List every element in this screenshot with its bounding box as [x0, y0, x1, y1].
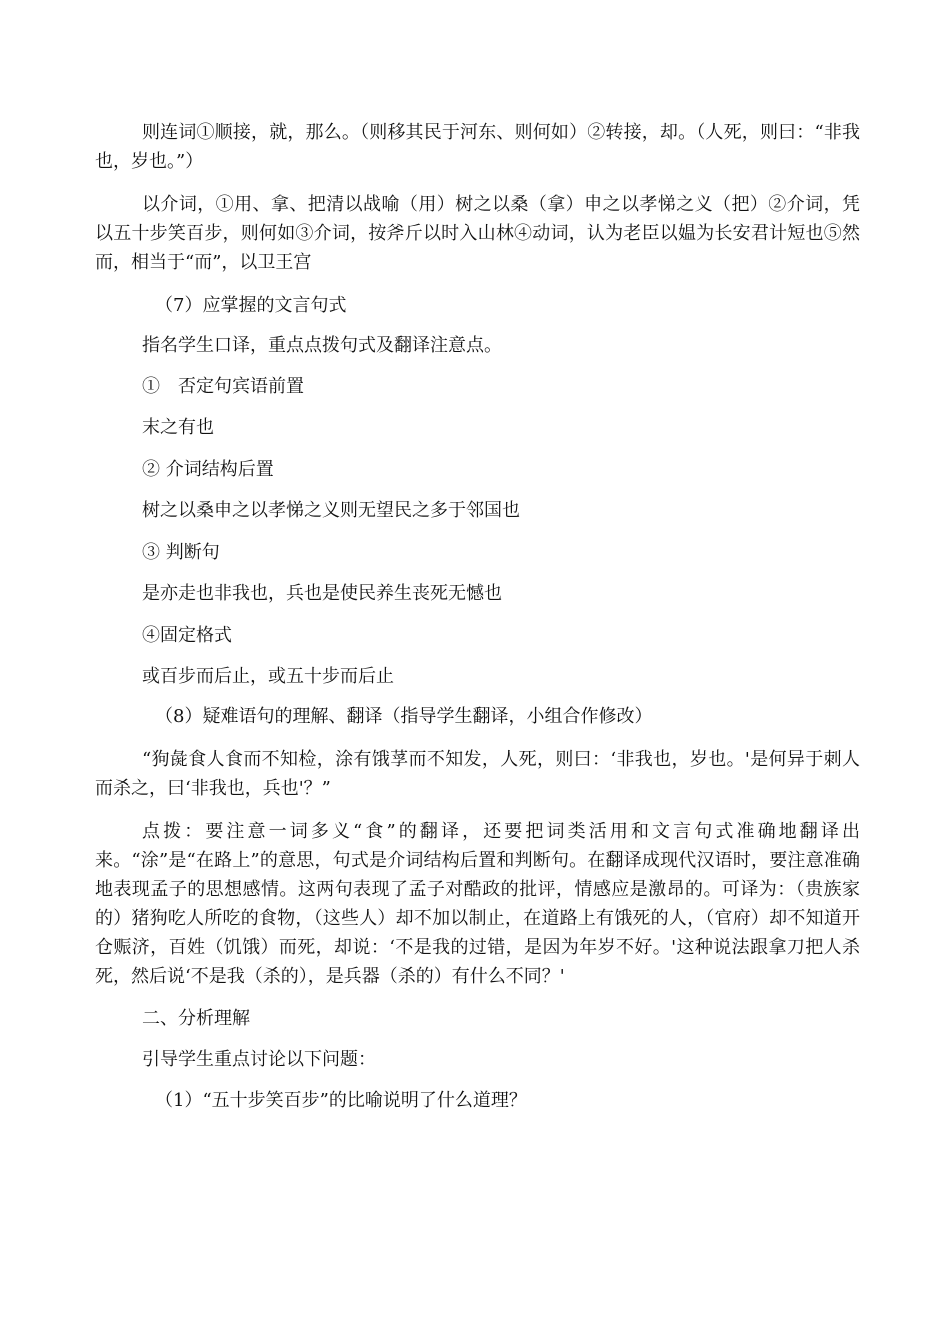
section-heading-sentence-patterns: （7）应掌握的文言句式: [155, 295, 347, 316]
paragraph-yi-preposition: 以介词，①用、拿、把清以战喻（用）树之以桑（拿）申之以孝悌之义（把）②介词，凭以五十步笑百步，则何如③介词，按斧斤以时入山林④动词，认为老臣以媪为长安君计短也⑤然而，相当于“而”，以卫王宫: [95, 194, 860, 273]
example-fixed-format: 或百步而后止，或五十步而后止: [142, 666, 394, 687]
paragraph-ze-conjunction: 则连词①顺接，就，那么。（则移其民于河东、则何如）②转接，却。（人死，则曰：“非我也，岁也。”）: [95, 122, 860, 172]
list-heading-negative-object: ① 否定句宾语前置: [142, 376, 304, 397]
paragraph-discussion-intro: 引导学生重点讨论以下问题：: [142, 1049, 376, 1070]
paragraph-explanation: 点拨：要注意一词多义“食”的翻译，还要把词类活用和文言句式准确地翻译出来。“涂”是“在路上”的意思，句式是介词结构后置和判断句。在翻译成现代汉语时，要注意准确地表现孟子的思想感情。这两句表现了孟子对酷政的批评，情感应是激昂的。可译为：（贵族家的）猪狗吃人所吃的食物，（这些人）却不加以制止，在道路上有饿死的人，（官府）却不知道开仓赈济，百姓（饥饿）而死，却说：‘不是我的过错，是因为年岁不好。'这种说法跟拿刀把人杀死，然后说‘不是我（杀的），是兵器（杀的）有什么不同？': [95, 821, 860, 987]
section-heading-difficult-sentences: （8）疑难语句的理解、翻译（指导学生翻译，小组合作修改）: [155, 706, 653, 727]
paragraph-oral-translation: 指名学生口译，重点点拨句式及翻译注意点。: [142, 335, 502, 356]
section-heading-analysis: 二、分析理解: [142, 1008, 250, 1029]
example-negative-object: 末之有也: [142, 417, 214, 438]
example-postposition: 树之以桑申之以孝悌之义则无望民之多于邻国也: [142, 500, 520, 521]
list-heading-judgment: ③ 判断句: [142, 542, 220, 563]
list-heading-postposition: ② 介词结构后置: [142, 459, 274, 480]
example-judgment: 是亦走也非我也，兵也是使民养生丧死无憾也: [142, 583, 502, 604]
question-1: （1）“五十步笑百步”的比喻说明了什么道理？: [155, 1090, 527, 1111]
quote-mencius: “狗彘食人食而不知检，涂有饿莩而不知发，人死，则曰：‘非我也，岁也。'是何异于刺人而杀之，曰‘非我也，兵也'？”: [95, 749, 860, 799]
list-heading-fixed-format: ④固定格式: [142, 625, 232, 646]
document-page: [95, 118, 860, 1115]
